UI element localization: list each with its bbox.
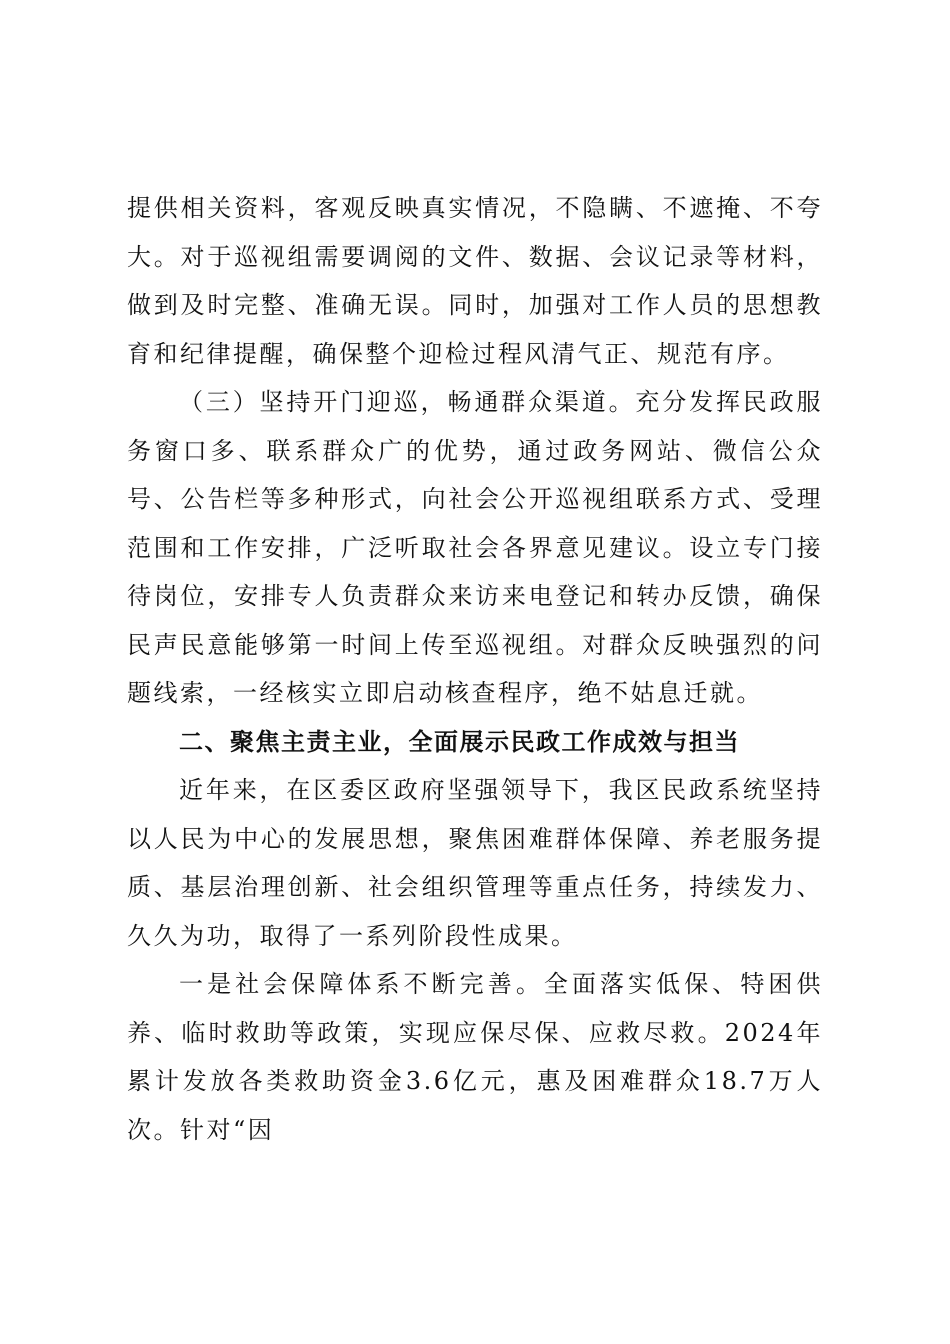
paragraph-achievements-intro: 近年来，在区委区政府坚强领导下，我区民政系统坚持以人民为中心的发展思想，聚焦困难群体保障、养老服务提质、基层治理创新、社会组织管理等重点任务，持续发力、久久为功，取得了一系列阶段性成果。	[127, 776, 823, 950]
paragraph-open-inspection: （三）坚持开门迎巡，畅通群众渠道。充分发挥民政服务窗口多、联系群众广的优势，通过政务网站、微信公众号、公告栏等多种形式，向社会公开巡视组联系方式、受理范围和工作安排，广泛听取社会各界意见建议。设立专门接待岗位，安排专人负责群众来访来电登记和转办反馈，确保民声民意能够第一时间上传至巡视组。对群众反映强烈的问题线索，一经核实立即启动核查程序，绝不姑息迁就。	[127, 388, 823, 707]
section-heading-2: 二、聚焦主责主业，全面展示民政工作成效与担当	[179, 727, 740, 756]
paragraph-social-security: 一是社会保障体系不断完善。全面落实低保、特困供养、临时救助等政策，实现应保尽保、应救尽救。2024年累计发放各类救助资金3.6亿元，惠及困难群众18.7万人次。针对“因	[127, 970, 823, 1144]
paragraph-materials-provision: 提供相关资料，客观反映真实情况，不隐瞒、不遮掩、不夸大。对于巡视组需要调阅的文件、数据、会议记录等材料，做到及时完整、准确无误。同时，加强对工作人员的思想教育和纪律提醒，确保整个迎检过程风清气正、规范有序。	[127, 194, 823, 368]
document-body	[127, 184, 823, 1154]
